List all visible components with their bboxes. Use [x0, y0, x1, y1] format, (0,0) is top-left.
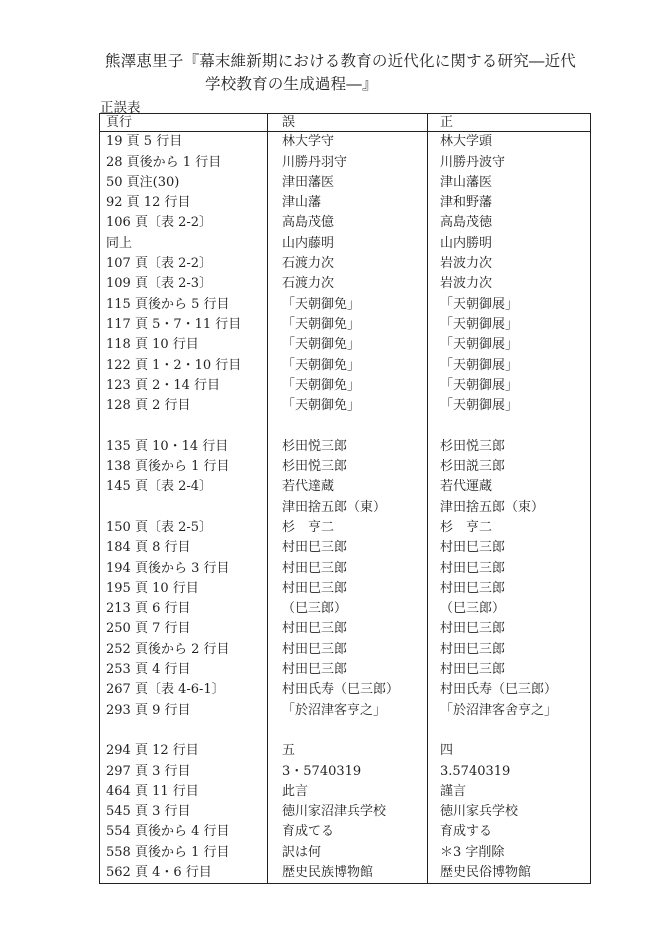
cell-wrong: 「於沼津客亨之」 [268, 700, 428, 720]
cell-location: 122 頁 1・2・10 行目 [100, 355, 268, 375]
cell-location: 213 頁 6 行目 [100, 599, 268, 619]
table-row [100, 660, 591, 680]
cell-wrong: 杉田悦三郎 [268, 436, 428, 456]
cell-wrong: 津山藩 [268, 193, 428, 213]
cell-wrong [268, 416, 428, 436]
cell-wrong: 村田巳三郎 [268, 538, 428, 558]
cell-wrong: 石渡力次 [268, 254, 428, 274]
cell-location: 117 頁 5・7・11 行目 [100, 315, 268, 335]
column-header-location: 頁行 [100, 114, 268, 132]
table-row [100, 152, 591, 172]
table-row [100, 274, 591, 294]
cell-correct: 川勝丹波守 [428, 152, 591, 172]
cell-wrong: 石渡力次 [268, 274, 428, 294]
cell-wrong: 村田巳三郎 [268, 639, 428, 659]
cell-correct: 村田巳三郎 [428, 538, 591, 558]
cell-location: 184 頁 8 行目 [100, 538, 268, 558]
table-row [100, 173, 591, 193]
cell-correct: 杉田説三郎 [428, 457, 591, 477]
cell-wrong: 「天朝御免」 [268, 376, 428, 396]
table-row [100, 477, 591, 497]
cell-location: 294 頁 12 行目 [100, 721, 268, 762]
cell-correct: 「天朝御展」 [428, 396, 591, 416]
cell-correct: 村田巳三郎 [428, 639, 591, 659]
table-row [100, 558, 591, 578]
cell-location: 128 頁 2 行目 [100, 396, 268, 416]
table-row [100, 497, 591, 517]
table-row [100, 579, 591, 599]
cell-correct: 林大学頭 [428, 132, 591, 153]
cell-correct: 津山藩医 [428, 173, 591, 193]
cell-location: 145 頁〔表 2-4〕 [100, 477, 268, 497]
cell-correct: 「天朝御展」 [428, 335, 591, 355]
cell-correct: 津田捨五郎（束） [428, 497, 591, 517]
table-row [100, 315, 591, 335]
cell-wrong: 杉田悦三郎 [268, 457, 428, 477]
cell-wrong: 村田巳三郎 [268, 579, 428, 599]
cell-location: 562 頁 4・6 行目 [100, 863, 268, 884]
table-row [100, 376, 591, 396]
cell-correct: 杉田悦三郎 [428, 436, 591, 456]
table-row [100, 193, 591, 213]
cell-correct: 山内勝明 [428, 233, 591, 253]
cell-wrong: 村田氏寿（巳三郎） [268, 680, 428, 700]
cell-correct [428, 416, 591, 436]
cell-wrong: 歴史民族博物館 [268, 863, 428, 884]
table-row [100, 538, 591, 558]
table-row [100, 639, 591, 659]
table-row [100, 599, 591, 619]
table-row [100, 213, 591, 233]
cell-correct: 「天朝御展」 [428, 376, 591, 396]
table-row [100, 842, 591, 862]
cell-correct: 「天朝御展」 [428, 294, 591, 314]
cell-correct: 岩波力次 [428, 274, 591, 294]
table-row [100, 761, 591, 781]
cell-wrong: 「天朝御免」 [268, 396, 428, 416]
cell-wrong: 訳は何 [268, 842, 428, 862]
table-row [100, 436, 591, 456]
cell-wrong: 徳川家沼津兵学校 [268, 802, 428, 822]
table-row [100, 782, 591, 802]
cell-location: 195 頁 10 行目 [100, 579, 268, 599]
cell-wrong: 3・5740319 [268, 761, 428, 781]
title-line-2: 学校教育の生成過程―』 [205, 75, 378, 93]
cell-wrong: 川勝丹羽守 [268, 152, 428, 172]
table-row [100, 518, 591, 538]
cell-location: 109 頁〔表 2-3〕 [100, 274, 268, 294]
cell-wrong: 林大学守 [268, 132, 428, 153]
cell-wrong: 津田藩医 [268, 173, 428, 193]
table-header-row [100, 114, 591, 132]
title-line-1: 熊澤恵里子『幕末維新期における教育の近代化に関する研究―近代 [105, 52, 577, 70]
table-row [100, 680, 591, 700]
cell-correct: 四 [428, 721, 591, 762]
table-row [100, 619, 591, 639]
cell-location: 252 頁後から 2 行目 [100, 639, 268, 659]
cell-wrong: 「天朝御免」 [268, 355, 428, 375]
cell-location: 115 頁後から 5 行目 [100, 294, 268, 314]
table-row [100, 396, 591, 416]
cell-wrong: 五 [268, 721, 428, 762]
cell-wrong: 「天朝御免」 [268, 315, 428, 335]
cell-location: 106 頁〔表 2-2〕 [100, 213, 268, 233]
cell-location: 464 頁 11 行目 [100, 782, 268, 802]
cell-wrong: 此言 [268, 782, 428, 802]
cell-correct: 若代運蔵 [428, 477, 591, 497]
cell-correct: 村田巳三郎 [428, 660, 591, 680]
cell-correct: 村田巳三郎 [428, 579, 591, 599]
table-caption: 正誤表 [100, 100, 141, 116]
cell-location: 19 頁 5 行目 [100, 132, 268, 153]
table-row [100, 700, 591, 720]
cell-location: 267 頁〔表 4-6-1〕 [100, 680, 268, 700]
cell-correct: 津和野藩 [428, 193, 591, 213]
cell-correct: 「於沼津客舍亨之」 [428, 700, 591, 720]
cell-wrong: 村田巳三郎 [268, 619, 428, 639]
cell-wrong: （巳三郎） [268, 599, 428, 619]
cell-location [100, 497, 268, 517]
table-row [100, 355, 591, 375]
table-row [100, 416, 591, 436]
cell-location: 92 頁 12 行目 [100, 193, 268, 213]
cell-location: 297 頁 3 行目 [100, 761, 268, 781]
cell-correct: 「天朝御展」 [428, 315, 591, 335]
cell-correct: ＊3 字削除 [428, 842, 591, 862]
cell-location [100, 416, 268, 436]
cell-correct: 高島茂徳 [428, 213, 591, 233]
table-row [100, 822, 591, 842]
cell-location: 138 頁後から 1 行目 [100, 457, 268, 477]
cell-location: 558 頁後から 1 行目 [100, 842, 268, 862]
cell-correct: 3.5740319 [428, 761, 591, 781]
cell-location: 123 頁 2・14 行目 [100, 376, 268, 396]
cell-location: 同上 [100, 233, 268, 253]
cell-location: 135 頁 10・14 行目 [100, 436, 268, 456]
table-row [100, 294, 591, 314]
cell-correct: （巳三郎） [428, 599, 591, 619]
cell-location: 50 頁注(30) [100, 173, 268, 193]
cell-location: 554 頁後から 4 行目 [100, 822, 268, 842]
cell-location: 107 頁〔表 2-2〕 [100, 254, 268, 274]
table-row [100, 721, 591, 762]
cell-correct: 育成する [428, 822, 591, 842]
cell-wrong: 津田捨五郎（東） [268, 497, 428, 517]
cell-correct: 村田巳三郎 [428, 558, 591, 578]
table-row [100, 457, 591, 477]
cell-correct: 謹言 [428, 782, 591, 802]
column-header-correct: 正 [428, 114, 591, 132]
cell-wrong: 山内藤明 [268, 233, 428, 253]
table-row [100, 863, 591, 884]
cell-correct: 「天朝御展」 [428, 355, 591, 375]
cell-wrong: 若代達蔵 [268, 477, 428, 497]
cell-location: 293 頁 9 行目 [100, 700, 268, 720]
document-title [105, 50, 605, 96]
cell-location: 28 頁後から 1 行目 [100, 152, 268, 172]
cell-wrong: 村田巳三郎 [268, 558, 428, 578]
cell-location: 250 頁 7 行目 [100, 619, 268, 639]
cell-correct: 杉 亨二 [428, 518, 591, 538]
table-row [100, 132, 591, 153]
table-row [100, 254, 591, 274]
table-row [100, 233, 591, 253]
cell-location: 194 頁後から 3 行目 [100, 558, 268, 578]
column-header-wrong: 誤 [268, 114, 428, 132]
errata-table [99, 113, 591, 884]
cell-wrong: 高島茂億 [268, 213, 428, 233]
cell-location: 545 頁 3 行目 [100, 802, 268, 822]
cell-correct: 村田巳三郎 [428, 619, 591, 639]
cell-correct: 村田氏寿（巳三郎） [428, 680, 591, 700]
table-row [100, 335, 591, 355]
cell-wrong: 「天朝御免」 [268, 294, 428, 314]
cell-wrong: 杉 亨二 [268, 518, 428, 538]
cell-location: 118 頁 10 行目 [100, 335, 268, 355]
cell-location: 150 頁〔表 2-5〕 [100, 518, 268, 538]
table-row [100, 802, 591, 822]
cell-location: 253 頁 4 行目 [100, 660, 268, 680]
cell-wrong: 村田巳三郎 [268, 660, 428, 680]
cell-wrong: 育成てる [268, 822, 428, 842]
cell-correct: 徳川家兵学校 [428, 802, 591, 822]
cell-wrong: 「天朝御免」 [268, 335, 428, 355]
cell-correct: 歴史民俗博物館 [428, 863, 591, 884]
cell-correct: 岩波力次 [428, 254, 591, 274]
